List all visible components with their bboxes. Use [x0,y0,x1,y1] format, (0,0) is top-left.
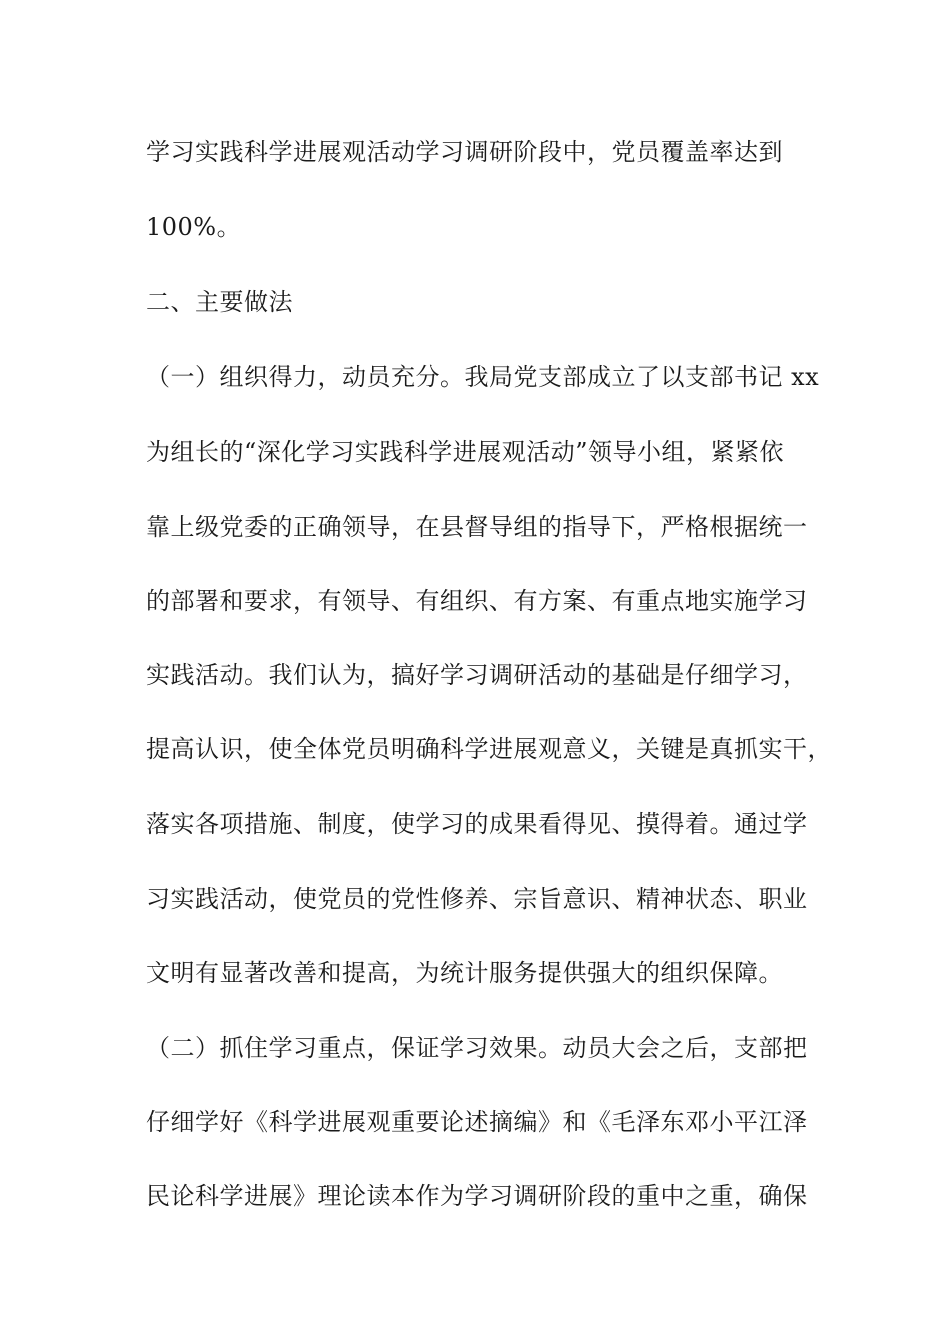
text-line: 民论科学进展》理论读本作为学习调研阶段的重中之重，确保 [146,1182,808,1210]
text-line: 仔细学好《科学进展观重要论述摘编》和《毛泽东邓小平江泽 [146,1108,808,1136]
text-line: （二）抓住学习重点，保证学习效果。动员大会之后，支部把 [146,1034,808,1062]
text-line: 为组长的“深化学习实践科学进展观活动”领导小组，紧紧依 [146,438,785,466]
text-line: 实践活动。我们认为，搞好学习调研活动的基础是仔细学习， [146,661,808,689]
text-line: 文明有显著改善和提高，为统计服务提供强大的组织保障。 [146,959,783,987]
text-line: 的部署和要求，有领导、有组织、有方案、有重点地实施学习 [146,587,808,615]
text-line: 靠上级党委的正确领导，在县督导组的指导下，严格根据统一 [146,513,808,541]
section-heading: 二、主要做法 [146,288,293,316]
text-line: 习实践活动，使党员的党性修养、宗旨意识、精神状态、职业 [146,885,808,913]
text-line: （一）组织得力，动员充分。我局党支部成立了以支部书记 xx [146,363,820,391]
text-line: 学习实践科学进展观活动学习调研阶段中，党员覆盖率达到 [146,138,783,166]
text-line: 提高认识，使全体党员明确科学进展观意义，关键是真抓实干， [146,735,832,763]
text-line: 落实各项措施、制度，使学习的成果看得见、摸得着。通过学 [146,810,808,838]
text-line: 100%。 [146,213,242,241]
